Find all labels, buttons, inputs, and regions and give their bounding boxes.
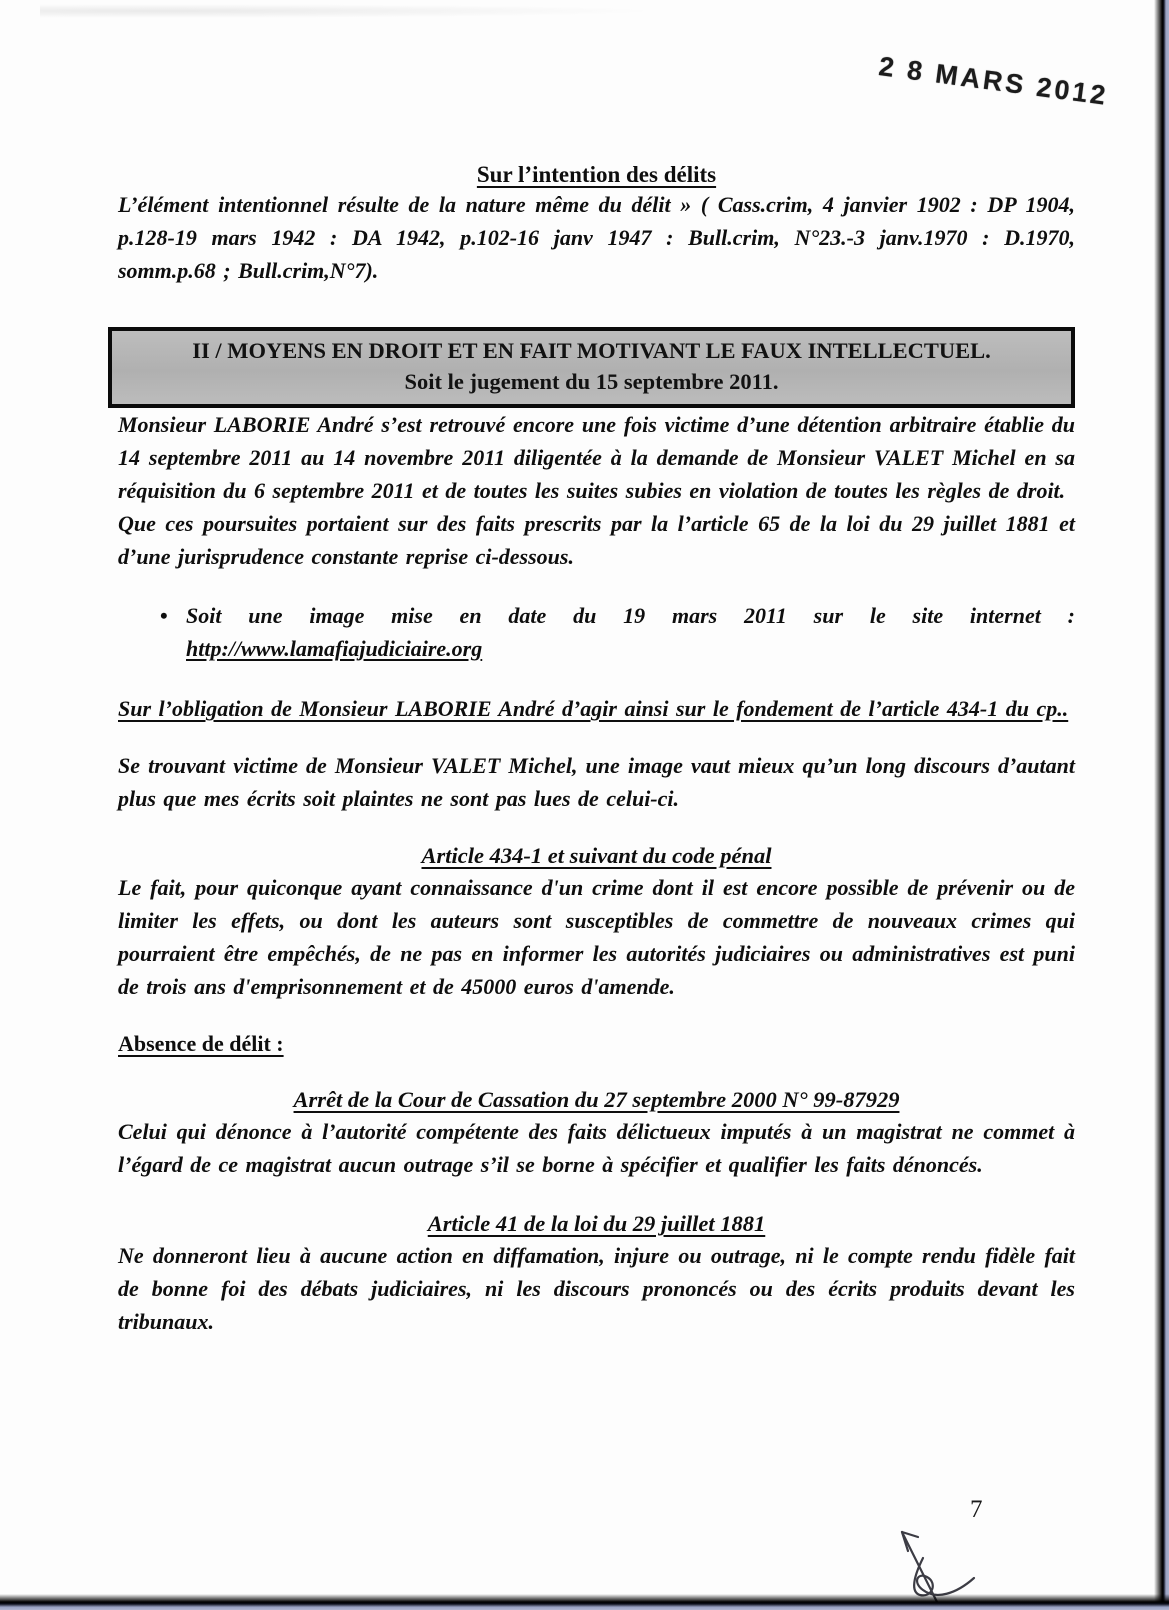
bullet-icon: • (160, 603, 168, 628)
bullet-url: http://www.lamafiajudiciaire.org (186, 636, 483, 661)
heading-arret-cassation-text: Arrêt de la Cour de Cassation du 27 septembre 2000 N° 99-87929 (293, 1087, 900, 1112)
paragraph-victime: Se trouvant victime de Monsieur VALET Michel, une image vaut mieux qu’un long discours d’autant plus que mes écrits soit plaintes ne sont pas lues de celui-ci. (118, 753, 1075, 811)
heading-absence-delit (118, 1031, 1075, 1057)
date-stamp: 2 8 MARS 2012 (877, 51, 1111, 111)
section-heading-line-1: II / MOYENS EN DROIT ET EN FAIT MOTIVANT LE FAUX INTELLECTUEL. (192, 338, 991, 363)
bullet-text-main: Soit une image mise en date du 19 mars 2011 sur le site internet : (186, 603, 1075, 628)
section-heading-line-2: Soit le jugement du 15 septembre 2011. (404, 369, 779, 394)
paragraph-poursuites: Que ces poursuites portaient sur des faits prescrits par la l’article 65 de la loi du 29 juillet 1881 et d’une jurisprudence constante reprise ci-dessous. (118, 511, 1075, 569)
heading-obligation: Sur l’obligation de Monsieur LABORIE André d’agir ainsi sur le fondement de l’article 434-1 du cp.. (118, 696, 1069, 721)
heading-article-434-text: Article 434-1 et suivant du code pénal (421, 843, 772, 868)
heading-article-41-text: Article 41 de la loi du 29 juillet 1881 (427, 1211, 766, 1236)
scan-border-bottom (0, 1594, 1169, 1610)
scan-border-right (1154, 0, 1169, 1610)
paragraph-detention: Monsieur LABORIE André s’est retrouvé encore une fois victime d’une détention arbitraire établie du 14 septembre 2011 au 14 novembre 2011 diligentée à la demande de Monsieur VALET Michel en sa réquisition du 6 septembre 2011 et de toutes les suites subies en violation de toutes les règles de droit. (118, 412, 1075, 503)
heading-absence-delit-text: Absence de délit : (118, 1031, 284, 1056)
heading-article-434 (118, 841, 1075, 871)
page-number: 7 (970, 1496, 983, 1523)
bullet-item (118, 599, 1075, 665)
intro-paragraph: L’élément intentionnel résulte de la nature même du délit » ( Cass.crim, 4 janvier 1902 : DP 1904, p.128-19 mars 1942 : DA 1942, p.102-16 janv 1947 : Bull.crim, N°23.-3 janv.1970 : D.1970, somm.p.68 ; Bull.crim,N°7). (118, 192, 1075, 283)
paragraph-arret: Celui qui dénonce à l’autorité compétente des faits délictueux imputés à un magistrat ne commet à l’égard de ce magistrat aucun outrage s’il se borne à spécifier et qualifier les faits dénoncés. (118, 1119, 1075, 1177)
bullet-text (186, 599, 1075, 665)
heading-arret-cassation (118, 1085, 1075, 1115)
page-title: Sur l’intention des délits (476, 162, 717, 187)
paragraph-article-434: Le fait, pour quiconque ayant connaissance d'un crime dont il est encore possible de prévenir ou de limiter les effets, ou dont les auteurs sont susceptibles de commettre de nouveaux crimes qui pourraient être empêchés, de ne pas en informer les autorités judiciaires ou administratives est puni de trois ans d'emprisonnement et de 45000 euros d'amende. (118, 875, 1075, 999)
paragraph-article-41: Ne donneront lieu à aucune action en diffamation, injure ou outrage, ni le compte rendu fidèle fait de bonne foi des débats judiciaires, ni les discours prononcés ou des écrits produits devant les tribunaux. (118, 1243, 1075, 1334)
heading-article-41 (118, 1209, 1075, 1239)
section-heading-box (108, 327, 1075, 408)
